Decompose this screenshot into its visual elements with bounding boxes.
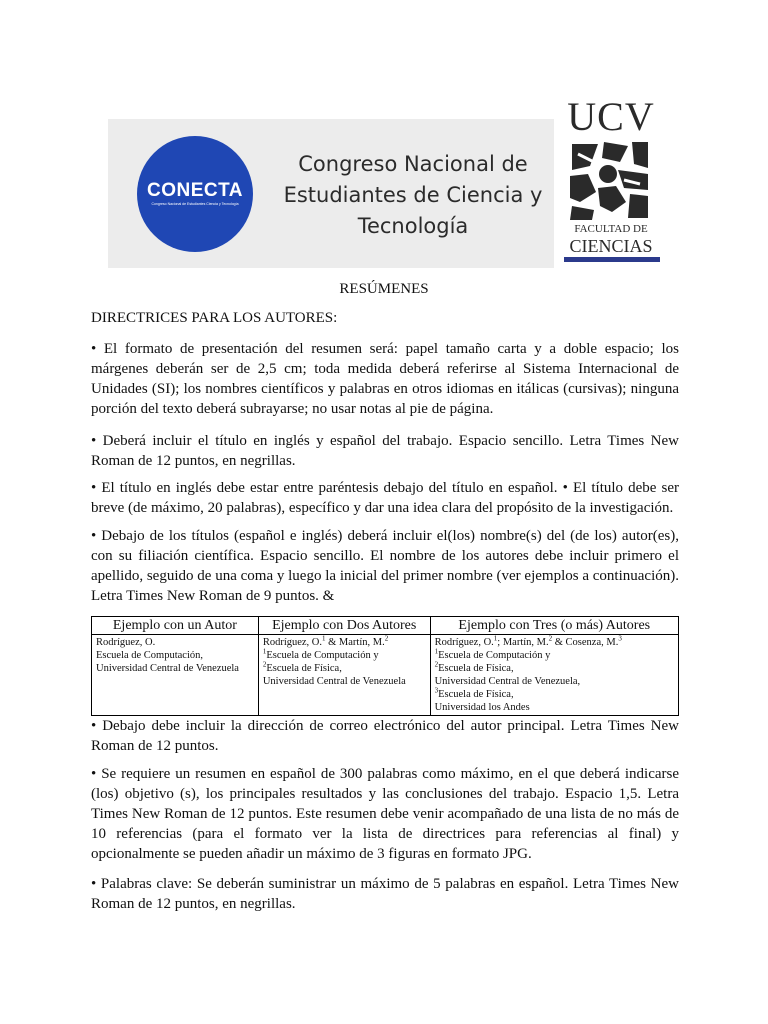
table-header-row: [92, 617, 679, 635]
superscript: 1: [434, 647, 439, 656]
affiliation: Escuela de Computación y: [266, 650, 379, 661]
table-line: [435, 688, 675, 701]
congress-title-line-1: Congreso Nacional de: [298, 152, 528, 176]
ucv-emblem-icon: [568, 140, 650, 220]
ciencias-text: CIENCIAS: [569, 236, 653, 256]
table-line: [263, 636, 427, 649]
table-header-two-authors: Ejemplo con Dos Autores: [258, 617, 430, 635]
section-heading: DIRECTRICES PARA LOS AUTORES:: [91, 310, 338, 326]
paragraph-keywords: • Palabras clave: Se deberán suministrar un máximo de 5 palabras en español. Letra Times New Roman de 12 puntos, en negrillas.: [91, 876, 679, 912]
paragraph-abstract: • Se requiere un resumen en español de 300 palabras como máximo, en el que deberá indicarse (los) objetivo (s), los principales resultados y las conclusiones del trabajo. Espacio 1,5. Letra Times New Roman de 12 puntos. Este resumen debe venir acompañado de una lista de no más de 10 referencias (para el formato ver la lista de directrices para referencias al final) y opcionalmente se pueden añadir un máximo de 3 figuras en formato JPG.: [91, 766, 679, 862]
table-line: [263, 662, 427, 675]
table-header-one-author: Ejemplo con un Autor: [92, 617, 259, 635]
superscript: 2: [434, 660, 439, 669]
ucv-logo: [558, 96, 660, 266]
authors-example-table: [91, 616, 679, 716]
table-line: Escuela de Computación,: [96, 650, 204, 661]
author-name: Rodríguez, O.: [434, 637, 494, 648]
table-header-three-authors: Ejemplo con Tres (o más) Autores: [430, 617, 678, 635]
superscript: 2: [548, 634, 553, 643]
author-name: Rodríguez, O.: [262, 637, 323, 648]
table-cell-one-author: [92, 635, 259, 716]
superscript: 3: [434, 686, 439, 695]
table-row: [92, 635, 679, 716]
paragraph-english-title: • El título en inglés debe estar entre paréntesis debajo del título en español. • El título debe ser breve (de máximo, 20 palabras), específico y dar una idea clara del propósito de la investigación.: [91, 480, 679, 516]
table-cell-two-authors: [258, 635, 430, 716]
conecta-logo: [137, 136, 253, 252]
conecta-logo-subtext: Congreso Nacional de Estudiantes Ciencia y Tecnología: [151, 202, 239, 206]
paragraph-title-language: • Deberá incluir el título en inglés y español del trabajo. Espacio sencillo. Letra Times New Roman de 12 puntos, en negrillas.: [91, 433, 679, 469]
table-line: Universidad los Andes: [434, 702, 530, 713]
table-line: Universidad Central de Venezuela: [96, 663, 239, 674]
table-line: Universidad Central de Venezuela: [262, 676, 406, 687]
superscript: 2: [262, 660, 267, 669]
paragraph-format: • El formato de presentación del resumen será: papel tamaño carta y a doble espacio; los márgenes deberán ser de 2,5 cm; toda medida deberá referirse al Sistema Internacional de Unidades (SI); los nombres científicos y palabras en otros idiomas en itálicas (cursivas); ninguna porción del texto deberá subrayarse; no usar notas al pie de página.: [91, 341, 679, 417]
superscript: 3: [618, 634, 622, 643]
table-line: [263, 649, 427, 662]
table-line: Universidad Central de Venezuela,: [434, 676, 581, 687]
paragraph-authors: • Debajo de los títulos (español e inglés) deberá incluir el(los) nombre(s) del (de los) autor(es), con su filiación científica. Espacio sencillo. El nombre de los autores debe incluir primero el apellido, seguido de una coma y luego la inicial del primer nombre (ver ejemplos a continuación). Letra Times New Roman de 9 puntos. &: [91, 528, 679, 604]
superscript: 1: [322, 634, 326, 643]
superscript: 1: [493, 634, 498, 643]
affiliation: Escuela de Computación y: [438, 650, 551, 661]
table-line: [435, 636, 675, 649]
author-name: ; Martín, M.: [497, 637, 549, 648]
ucv-underline-bar: [564, 257, 660, 262]
superscript: 2: [384, 634, 389, 643]
ucv-logo-text: UCV: [567, 94, 655, 139]
table-line: [435, 662, 675, 675]
affiliation: Escuela de Física,: [438, 689, 514, 700]
author-name: & Cosenza, M.: [552, 637, 619, 648]
affiliation: Escuela de Física,: [266, 663, 342, 674]
conecta-logo-text: CONECTA: [146, 180, 244, 201]
affiliation: Escuela de Física,: [438, 663, 514, 674]
congress-title: [278, 149, 548, 242]
congress-title-line-2: Estudiantes de Ciencia y: [283, 183, 543, 207]
superscript: 1: [262, 647, 267, 656]
table-cell-three-authors: [430, 635, 678, 716]
facultad-text: FACULTAD DE: [574, 223, 648, 235]
author-name: & Martín, M.: [325, 637, 385, 648]
paragraph-email: • Debajo debe incluir la dirección de correo electrónico del autor principal. Letra Times New Roman de 12 puntos.: [91, 718, 679, 754]
congress-title-line-3: Tecnología: [357, 214, 469, 238]
table-line: [435, 649, 675, 662]
header-banner: [108, 119, 554, 268]
table-line: Rodríguez, O.: [96, 637, 156, 648]
document-title: RESÚMENES: [339, 281, 429, 297]
